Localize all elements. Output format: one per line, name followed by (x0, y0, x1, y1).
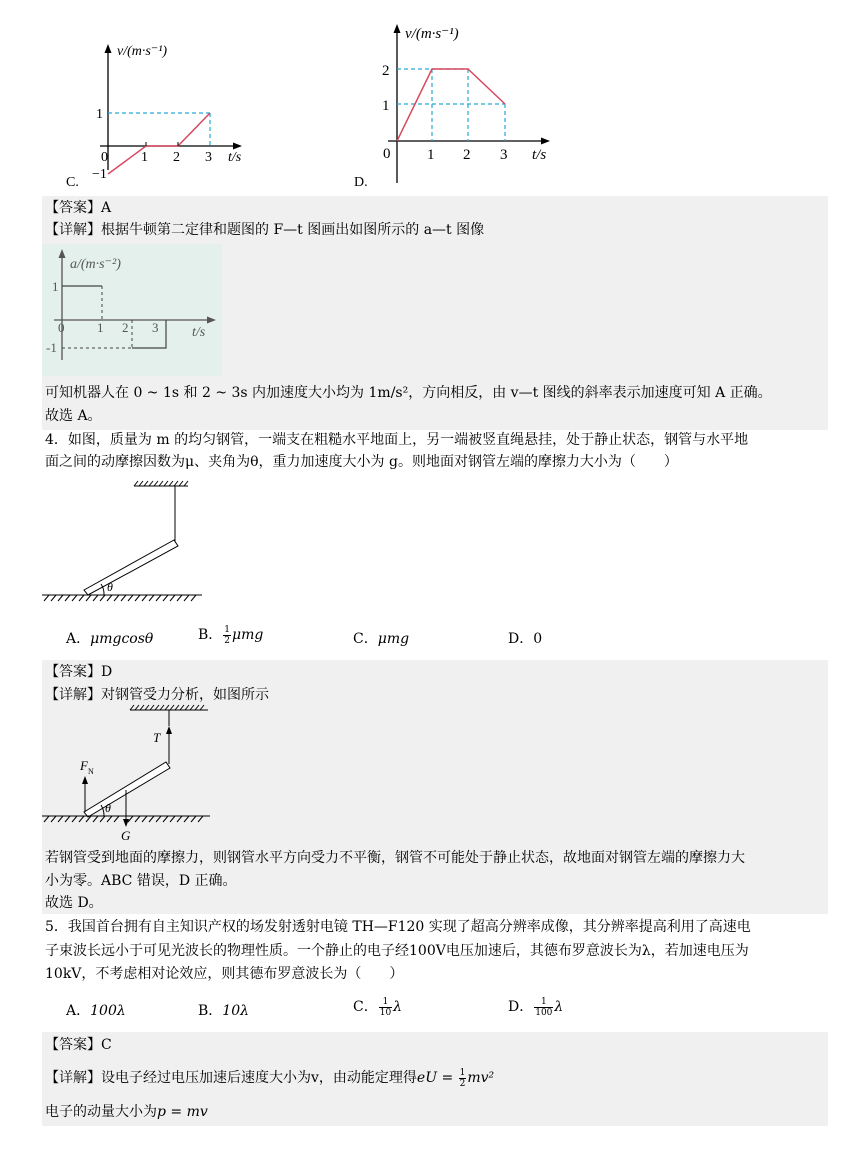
graph-d-tick-x-3: 3 (500, 147, 508, 163)
graph-c-option: C. (66, 175, 79, 190)
q4-option-a[interactable]: A．μmgcosθ (66, 631, 154, 647)
q4-option-b-frac: $\frac{1}{2}$ (224, 624, 231, 646)
q5-option-b[interactable]: B．10λ (198, 1003, 249, 1019)
q5-option-a[interactable]: A．100λ (66, 1003, 126, 1019)
q4-answer: 【答案】D (45, 664, 113, 680)
q5-stem-1: 5．我国首台拥有自主知识产权的场发射透射电镜 TH—F120 实现了超高分辨率成像，其分辨率提高利用了高速电 (45, 919, 751, 935)
at-origin: 0 (58, 320, 65, 335)
graph-d-ylabel: v/(m·s⁻¹) (405, 26, 459, 42)
q4-explain-1: 若钢管受到地面的摩擦力，则钢管水平方向受力不平衡，钢管不可能处于静止状态，故地面对钢管左端的摩擦力大 (45, 850, 745, 866)
q4-stem-2: 面之间的动摩擦因数为μ、夹角为θ，重力加速度大小为 g。则地面对钢管左端的摩擦力大小为（ ） (45, 454, 678, 470)
graph-c-tick-y-pos: 1 (96, 107, 103, 122)
at-xlabel: t/s (192, 325, 206, 340)
q5-option-c-frac: $\frac{1}{10}$ (379, 996, 392, 1018)
q5-option-d[interactable]: D． $\frac{1}{100}$ λ (508, 996, 564, 1018)
graph-c-tick-x-3: 3 (205, 150, 212, 165)
graph-c-ylabel: v/(m·s⁻¹) (117, 44, 168, 59)
graph-c-xlabel: t/s (228, 150, 242, 165)
q4-explain-3: 故选 D。 (45, 895, 103, 911)
q5-stem-2: 子束波长远小于可见光波长的物理性质。一个静止的电子经100V电压加速后，其德布罗意波长为λ，若加速电压为 (45, 943, 749, 959)
q5-answer: 【答案】C (45, 1037, 112, 1053)
graph-d-option: D. (354, 175, 368, 190)
force-gravity: G (121, 828, 131, 843)
q5-option-c[interactable]: C． $\frac{1}{10}$ λ (353, 996, 403, 1018)
graph-c-origin: 0 (101, 150, 108, 165)
q4-figure-angle: θ (107, 580, 113, 594)
q5-momentum: 电子的动量大小为p = mv (45, 1104, 208, 1120)
at-tick-x-3: 3 (152, 320, 159, 335)
force-angle: θ (105, 801, 111, 815)
force-normal: F (80, 758, 88, 773)
at-tick-y-pos: 1 (52, 279, 59, 294)
q4-force-diagram (42, 704, 222, 846)
graph-d (350, 18, 570, 193)
q4-option-d[interactable]: D．0 (508, 631, 543, 647)
graph-d-tick-x-2: 2 (463, 147, 471, 163)
graph-c (60, 40, 260, 192)
at-tick-x-1: 1 (97, 320, 104, 335)
q4-stem-1: 4．如图，质量为 m 的均匀钢管，一端支在粗糙水平地面上，另一端被竖直绳悬挂，处于静止状态，钢管与水平地 (45, 432, 749, 448)
q5-detail-frac: $\frac{1}{2}$ (459, 1067, 466, 1089)
q4-option-c[interactable]: C．μmg (353, 631, 410, 647)
graph-d-tick-y-1: 1 (382, 98, 390, 114)
q3-explain-1: 可知机器人在 0 ~ 1s 和 2 ~ 3s 内加速度大小均为 1m/s²，方向相反，由 v—t 图线的斜率表示加速度可知 A 正确。 (45, 385, 772, 401)
q4-option-b[interactable]: B． $\frac{1}{2}$ μmg (198, 624, 264, 646)
q5-option-d-frac: $\frac{1}{100}$ (535, 996, 553, 1018)
at-ylabel: a/(m·s⁻²) (70, 257, 121, 272)
q4-figure (42, 480, 222, 608)
graph-c-tick-x-1: 1 (141, 150, 148, 165)
graph-d-origin: 0 (383, 146, 391, 162)
q3-at-graph (42, 244, 222, 376)
graph-d-tick-y-2: 2 (382, 63, 390, 79)
q3-answer: 【答案】A (45, 200, 112, 216)
q5-detail: 【详解】设电子经过电压加速后速度大小为v，由动能定理得eU = $\frac{1}{2}$ mv² (45, 1067, 495, 1089)
q4-explain-2: 小为零。ABC 错误，D 正确。 (45, 873, 237, 889)
q3-detail: 【详解】根据牛顿第二定律和题图的 F—t 图画出如图所示的 a—t 图像 (45, 222, 485, 238)
at-tick-y-neg: -1 (46, 340, 57, 355)
at-tick-x-2: 2 (122, 320, 129, 335)
force-normal-sub: N (88, 767, 94, 776)
graph-c-tick-x-2: 2 (173, 150, 180, 165)
q3-explain-2: 故选 A。 (45, 408, 102, 424)
graph-d-xlabel: t/s (532, 147, 547, 163)
force-tension: T (153, 730, 161, 745)
graph-d-tick-x-1: 1 (427, 147, 435, 163)
graph-c-tick-y-neg: −1 (92, 167, 107, 182)
q5-stem-3: 10kV，不考虑相对论效应，则其德布罗意波长为（ ） (45, 966, 404, 982)
q4-detail: 【详解】对钢管受力分析，如图所示 (45, 687, 269, 703)
